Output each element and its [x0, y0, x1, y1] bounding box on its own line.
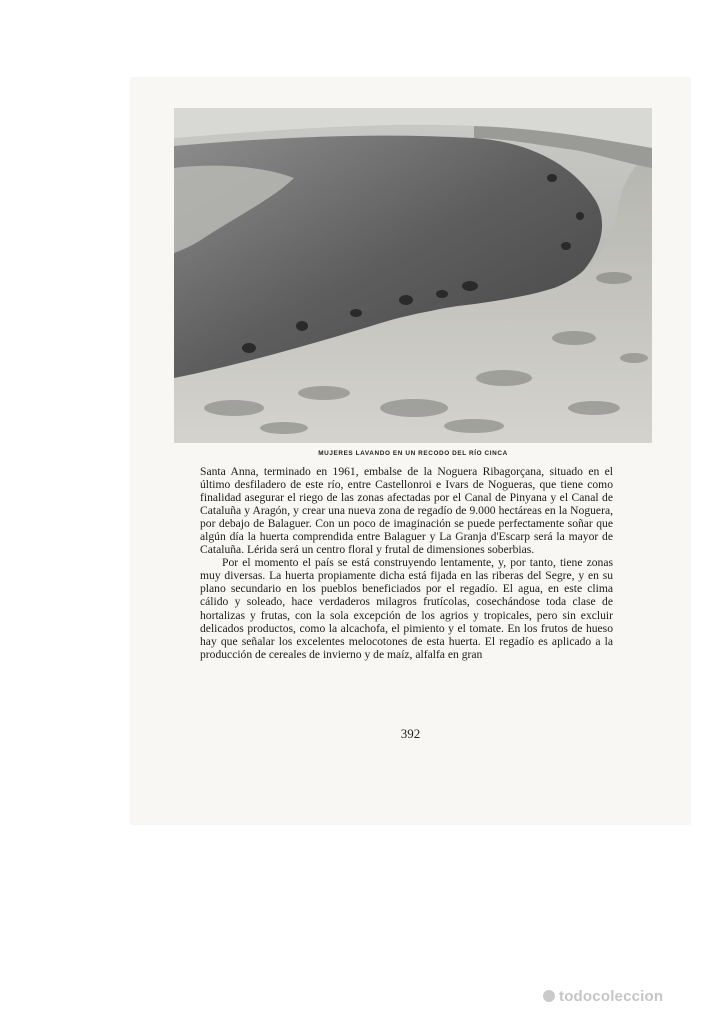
paragraph: Santa Anna, terminado en 1961, embalse de la Noguera Ribagorçana, situado en el último desfiladero de este río, entre Castellonroi e Ivars de Nogueras, que tiene como finalidad asegurar el riego de las zonas afectadas por el Canal de Pinyana y el Canal de Cataluña y Aragón, y crear una nueva zona de regadío de 9.000 hectáreas en la Noguera, por debajo de Balaguer. Con un poco de imaginación se puede perfectamente soñar que algún día la huerta comprendida entre Balaguer y La Granja d'Escarp será la mayor de Cataluña. Lérida será un centro floral y frutal de dimensiones soberbias. — [200, 465, 613, 557]
body-text — [200, 465, 613, 661]
river-photo — [174, 108, 652, 443]
paragraph: Por el momento el país se está construyendo lentamente, y, por tanto, tiene zonas muy diversas. La huerta propiamente dicha está fijada en las riberas del Segre, y en su plano secundario en los pueblos beneficiados por el regadío. El agua, en este clima cálido y soleado, hace verdaderos milagros frutícolas, cosechándose toda clase de hortalizas y frutas, con la sola excepción de los agrios y tropicales, pero sin excluir delicados productos, como la alcachofa, el pimiento y el tomate. En los frutos de hueso hay que señalar los excelentes melocotones de esta huerta. El regadío es aplicado a la producción de cereales de invierno y de maíz, alfalfa en gran — [200, 556, 613, 661]
photo-caption: MUJERES LAVANDO EN UN RECODO DEL RÍO CINCA — [318, 450, 508, 457]
river-photo-image — [174, 108, 652, 443]
watermark — [543, 985, 705, 1007]
watermark-text: todocoleccion — [559, 987, 664, 1005]
watermark-logo-icon — [543, 990, 555, 1002]
page-number: 392 — [400, 726, 421, 741]
book-page — [131, 78, 690, 824]
